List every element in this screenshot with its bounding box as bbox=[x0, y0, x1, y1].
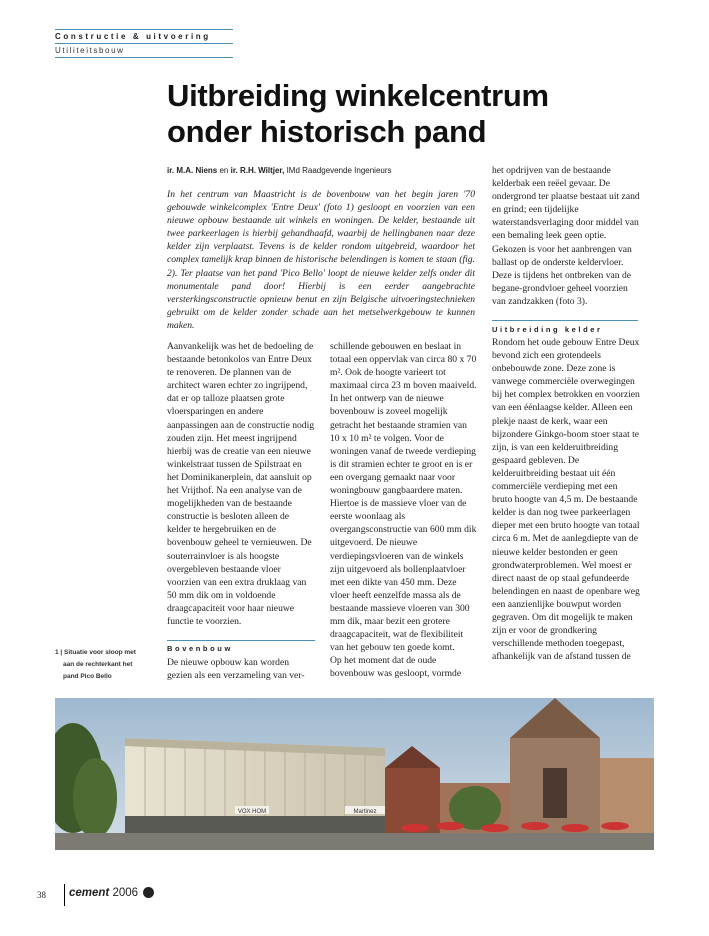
shop-sign-2: Martinez bbox=[353, 809, 377, 815]
title-line-1: Uitbreiding winkelcentrum bbox=[167, 78, 549, 113]
column-2-paragraph-2: Op het moment dat de oude bovenbouw was gesloopt, vormde bbox=[330, 655, 462, 680]
column-2-paragraph-1: schillende gebouwen en beslaat in totaal een oppervlak van circa 80 x 70 m². Ook de hoogte varieert tot maximaal circa 23 m boven maaiveld. In het ontwerp van de nieuwe bovenbouw is zoveel mogelijk getracht het bestaande stramien van 10 x 10 m² te volgen. Voor de woningen vanaf de tweede verdieping is dit stramien echter te groot en is er een overgang gemaakt naar voor woningbouw gangbaardere maten. Hiertoe is de massieve vloer van de eerste woonlaag als overgangsconstructie van 600 mm dik uitgevoerd. De nieuwe verdiepingsvloeren van de winkels zijn uitgevoerd als bollenplaatvloer met een dikte van 450 mm. Deze vloer heeft eenzelfde massa als de bestaande massieve vloeren van 300 mm dik, maar bezit een grotere draagcapaciteit, wat de flexibiliteit van het gebouw ten goede komt. bbox=[330, 341, 477, 654]
column-3-kelder: Rondom het oude gebouw Entre Deux bevond zich een grotendeels onbebouwde zone. Deze zone is vanwege commerciële overwegingen bij het complex betrokken en voorzien van een éénlaagse kelder. Alleen een plekje naast de kerk, waar een bijzondere Ginkgo-boom stoer staat te zijn, is van een kelderuitbreiding gespaard gebleven. De kelderuitbreiding bestaat uit één commerciële verdieping met een bruto hoogte van 4,5 m. De bestaande kelder is dan nog twee parkeerlagen dieper met een bruto hoogte van totaal circa 6 m. Met de aanlegdiepte van de nieuwe kelder bestonden er geen grondwaterproblemen. Wel moest er direct naast de op staal gefundeerde belendingen en naast de openbare weg een aanzienlijke bouwput worden gegraven. Om dit mogelijk te maken zijn er voor de grondkering verschillende methoden toegepast, afhankelijk van de afstand tussen de bbox=[492, 337, 640, 663]
column-2-body bbox=[330, 340, 478, 680]
author-1: ir. M.A. Niens bbox=[167, 166, 218, 175]
caption-line-1: 1 | Situatie voor sloop met bbox=[55, 649, 136, 656]
heading-bovenbouw: Bovenbouw bbox=[167, 644, 233, 653]
title-line-2: onder historisch pand bbox=[167, 114, 487, 149]
gear-icon bbox=[143, 887, 154, 898]
caption-line-3: pand Pico Bello bbox=[63, 673, 112, 680]
heading-rule-kelder bbox=[492, 320, 638, 321]
header-rule-mid bbox=[55, 43, 233, 44]
footer-divider bbox=[64, 884, 65, 906]
magazine-year: 2006 bbox=[112, 887, 139, 899]
shop-sign-1: VOX HOM bbox=[237, 809, 267, 815]
byline-and: en bbox=[219, 166, 229, 175]
section-label: Constructie & uitvoering bbox=[55, 32, 211, 41]
column-3-body: het opdrijven van de bestaande kelderbak een reëel gevaar. De ondergrond ter plaatse bestaat uit zand en grind; een tijdelijke waterstandsverlaging door middel van een bemaling leek geen optie. Gekozen is voor het aanbrengen van ballast op de onderste keldervloer. Deze is tijdens het ontbreken van de begane-grondvloer geheel voorzien van zandzakken (foto 3). bbox=[492, 165, 640, 307]
header-rule-top bbox=[55, 29, 233, 30]
heading-rule-bovenbouw bbox=[167, 640, 315, 641]
header-rule-bottom bbox=[55, 57, 233, 58]
caption-line-2: aan de rechterkant het bbox=[63, 661, 133, 668]
article-title bbox=[167, 78, 647, 150]
article-intro: In het centrum van Maastricht is de bovenbouw van het begin jaren '70 gebouwde winkelcomplex 'Entre Deux' (foto 1) gesloopt en voorzien van een nieuwe opbouw bestaande uit winkels en woningen. De kelder, bestaande uit twee parkeerlagen is hierbij gehandhaafd, waarbij de hellingbanen naar deze kelder zijn verplaatst. Tevens is de kelder rondom uitgebreid, waardoor het complex tamelijk krap binnen de historische belendingen is komen te staan (fig. 2). Ter plaatse van het pand 'Pico Bello' loopt de nieuwe kelder zelfs onder dit monumentale pand door! Hierbij is een eerder aangebrachte versterkingsconstructie opnieuw benut en zijn Belgische uitvoeringstechnieken gebruikt om de kelder zonder schade aan het metselwerkgebouw te kunnen maken. bbox=[167, 189, 475, 331]
photo-illustration bbox=[55, 698, 654, 850]
magazine-name bbox=[69, 887, 154, 899]
subsection-label: Utiliteitsbouw bbox=[55, 46, 125, 55]
page-number: 38 bbox=[37, 890, 46, 900]
photo-entre-deux bbox=[55, 698, 654, 850]
magazine-title: cement bbox=[69, 887, 110, 899]
affiliation: IMd Raadgevende Ingenieurs bbox=[286, 166, 392, 175]
heading-uitbreiding-kelder: Uitbreiding kelder bbox=[492, 325, 603, 334]
column-1-bovenbouw: De nieuwe opbouw kan worden gezien als een verzameling van ver- bbox=[167, 657, 305, 682]
column-1-body: Aanvankelijk was het de bedoeling de bestaande betonkolos van Entre Deux te renoveren. De plannen van de architect waren echter zo ingrijpend, dat er op talloze plaatsen grote vloersparingen en andere aanpassingen aan de constructie nodig zouden zijn. Het meest ingrijpend hierbij was de creatie van een nieuwe winkelstraat tussen de Spilstraat en het Dominikanerplein, dat aansluit op het Vrijthof. Na een analyse van de mogelijkheden van de bestaande constructie is besloten alleen de kelder te hergebruiken en de bovenbouw geheel te vernieuwen. De souterrainvloer is als hoogste overgebleven bestaande vloer voorzien van een extra druklaag van 50 mm dik om in voldoende draagcapaciteit voor haar nieuwe functie te voorzien. bbox=[167, 341, 315, 627]
byline bbox=[167, 166, 487, 175]
photo-caption bbox=[55, 647, 155, 683]
author-2: ir. R.H. Wiltjer, bbox=[230, 166, 285, 175]
